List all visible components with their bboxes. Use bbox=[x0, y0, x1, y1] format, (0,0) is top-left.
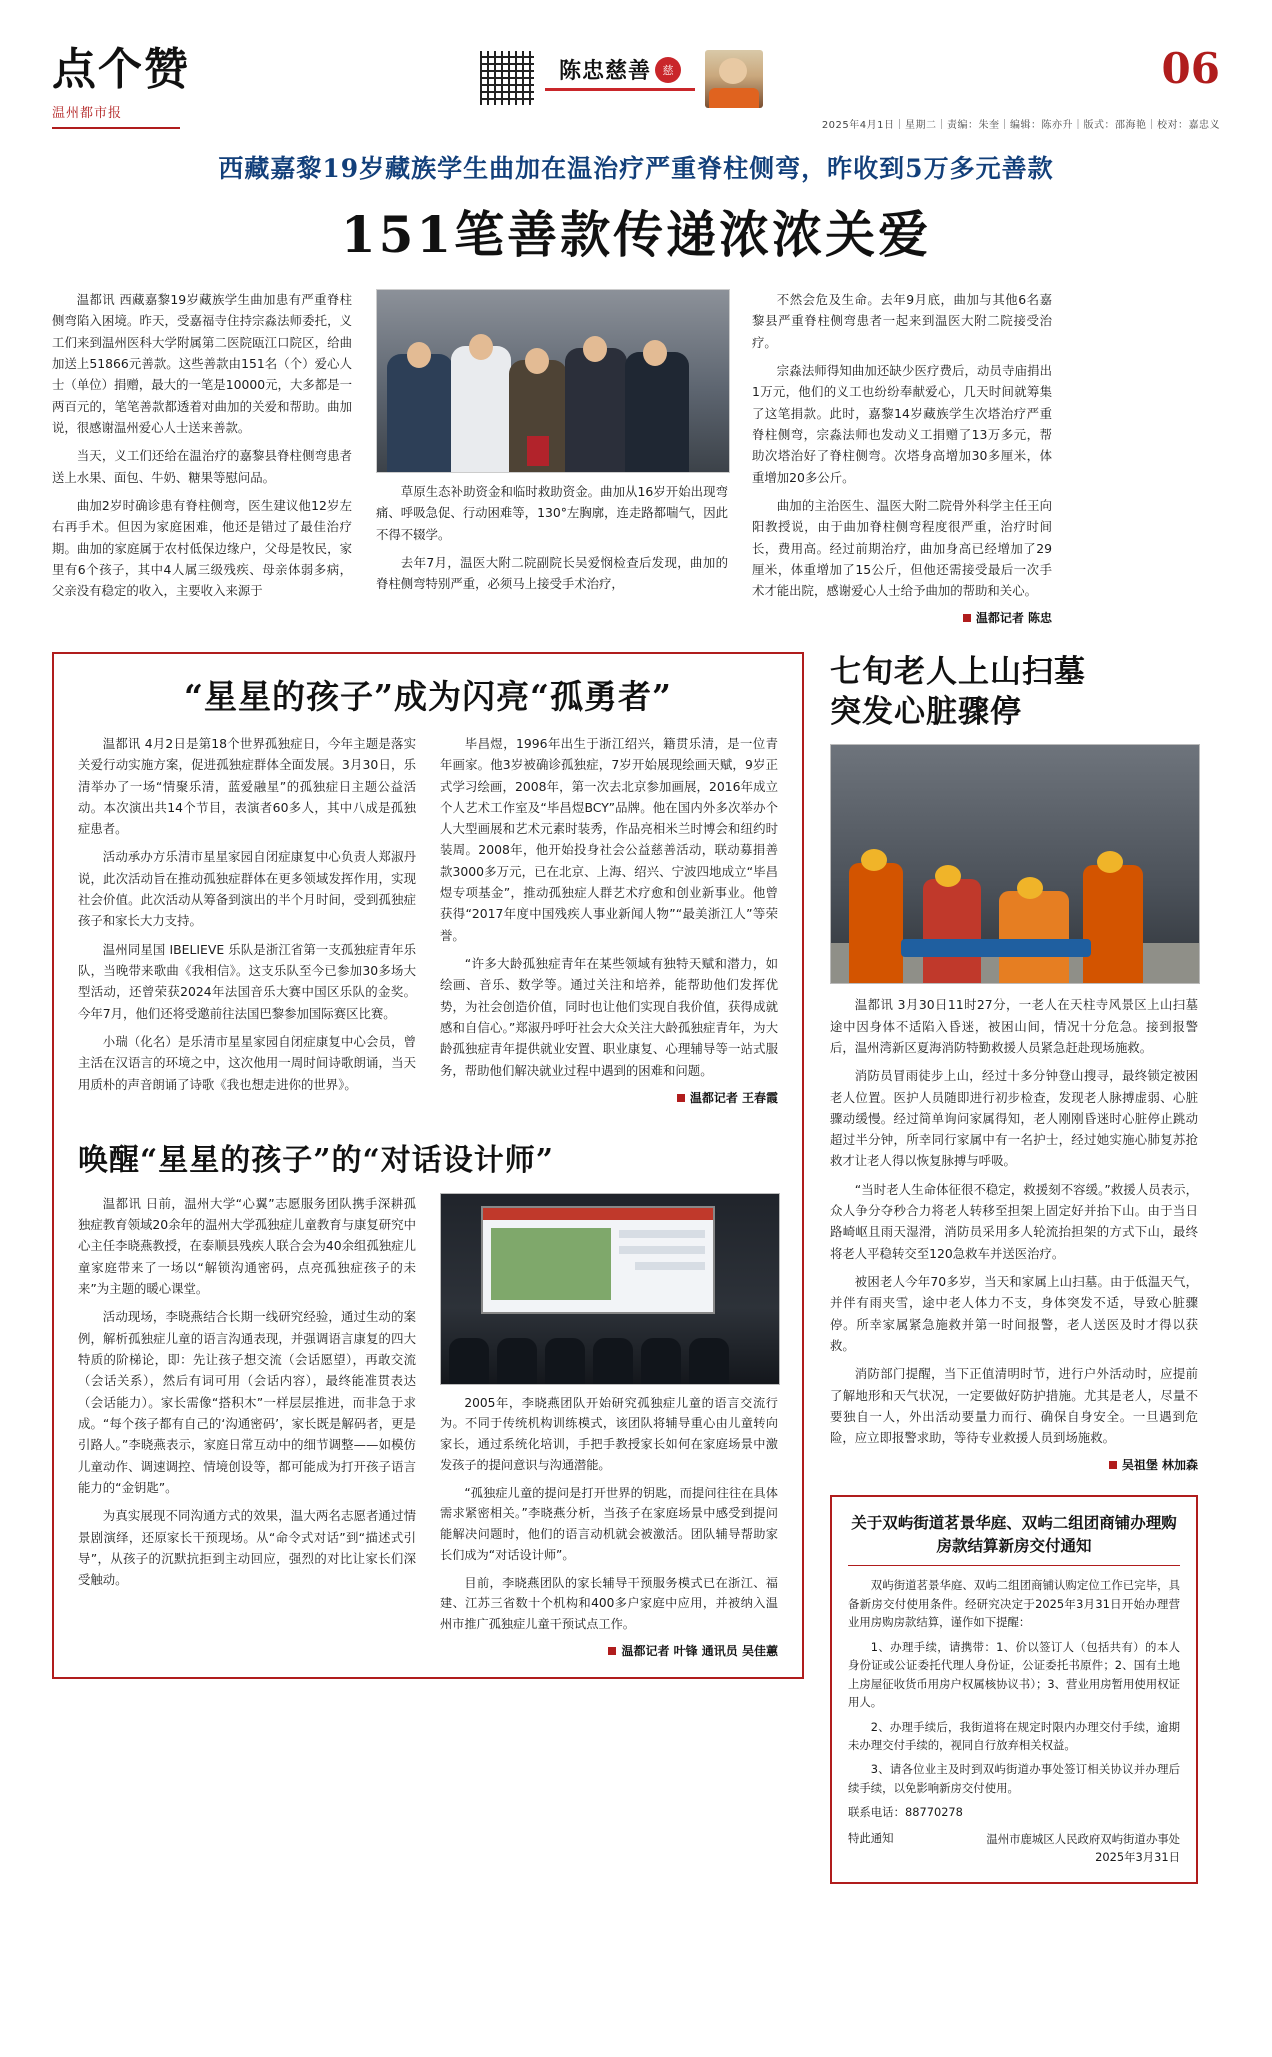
byline bbox=[830, 1456, 1198, 1473]
paragraph: 温都讯 日前，温州大学“心翼”志愿服务团队携手深耕孤独症教育领域20余年的温州大学孤独症儿童教育与康复研究中心主任李晓燕教授，在泰顺县残疾人联合会为40余组孤独症儿童家庭带来了一场以“解锁沟通密码，点亮孤独症孩子的未来”为主题的暖心课堂。 bbox=[78, 1195, 416, 1297]
page-number: 06 bbox=[1161, 44, 1220, 93]
autism-feature-box bbox=[52, 652, 804, 1679]
paragraph: 宗淼法师得知曲加还缺少医疗费后，动员寺庙捐出1万元，他们的义工也纷纷奉献爱心，几天时间就筹集了这笔捐款。此时，嘉黎14岁藏族学生次塔治疗严重脊柱侧弯，宗淼法师也发动义工捐赠了13万多元，帮助次塔治好了脊柱侧弯。次塔身高增加30多厘米，体重增加20多公斤。 bbox=[752, 362, 1052, 485]
column-logo-rule bbox=[545, 88, 695, 91]
dialogue-story-title: 唤醒“星星的孩子”的“对话设计师” bbox=[78, 1142, 555, 1178]
projection-screen bbox=[481, 1206, 715, 1314]
issue-metadata: 2025年4月1日｜星期二｜责编：朱奎｜编辑：陈亦升｜版式：邵海艳｜校对：嘉忠义 bbox=[821, 120, 1220, 131]
notice-issuer-name: 温州市鹿城区人民政府双屿街道办事处 bbox=[986, 1831, 1180, 1846]
paragraph: 温都讯 4月2日是第18个世界孤独症日，今年主题是落实关爱行动实施方案，促进孤独症群体全面发展。3月30日，乐清举办了一场“情聚乐清，蓝爱融星”的孤独症日主题公益活动。本次演出共14个节目，表演者60多人，其中八成是孤独症患者。 bbox=[78, 735, 416, 837]
paragraph: 2005年，李晓燕团队开始研究孤独症儿童的语言交流行为。不同于传统机构训练模式，该团队将辅导重心由儿童转向家长，通过系统化培训，手把手教授家长如何在家庭场景中激发孩子的提问意识与沟通潜能。 bbox=[440, 1395, 778, 1472]
right-column bbox=[830, 652, 1198, 1885]
paragraph: 曲加的主治医生、温医大附二院骨外科学主任王向阳教授说，由于曲加脊柱侧弯程度很严重，治疗时间长，费用高。经过前期治疗，曲加身高已经增加了29厘米，体重增加了15公斤，但他还需接受最后一次手术才能出院，感谢爱心人士给予曲加的帮助和关心。 bbox=[752, 497, 1052, 599]
paragraph: 当天，义工们还给在温治疗的嘉黎县脊柱侧弯患者送上水果、面包、牛奶、糖果等慰问品。 bbox=[52, 448, 352, 485]
byline bbox=[440, 1642, 778, 1659]
dialogue-story-caption bbox=[440, 1393, 778, 1635]
autism-story-columns bbox=[78, 733, 778, 1109]
paragraph: 消防部门提醒，当下正值清明时节，进行户外活动时，应提前了解地形和天气状况，一定要做好防护措施。尤其是老人，尽量不要独自一人，外出活动要量力而行、确保自身安全。一旦遇到危险，应立即报警求助，等待专业救援人员到场施救。 bbox=[830, 1366, 1198, 1446]
brand-subtitle: 温州都市报 bbox=[52, 106, 123, 121]
host-portrait-photo bbox=[705, 50, 763, 108]
rescue-story-title-line2: 突发心脏骤停 bbox=[830, 693, 1022, 730]
notice-title: 关于双屿街道茗景华庭、双屿二组团商铺办理购房款结算新房交付通知 bbox=[848, 1511, 1180, 1567]
column-logo-label: 陈忠慈善 bbox=[558, 58, 651, 84]
lead-shoulder: 西藏嘉黎19岁藏族学生曲加在温治疗严重脊柱侧弯，昨收到5万多元善款 bbox=[218, 154, 1054, 183]
public-notice-box bbox=[830, 1495, 1198, 1885]
qr-code-icon[interactable] bbox=[479, 50, 535, 106]
paragraph: 温州同星国 IBELIEVE 乐队是浙江省第一支孤独症青年乐队，当晚带来歌曲《我相信》。这支乐队至今已参加30多场大型活动，还曾荣获2024年法国音乐大赛中国区乐队的金奖。今年7月，他们还将受邀前往法国巴黎参加国际赛区比赛。 bbox=[78, 941, 416, 1021]
notice-note: 特此通知 bbox=[848, 1830, 894, 1845]
brand-rule bbox=[52, 127, 180, 129]
dialogue-story-column-right bbox=[440, 1193, 778, 1659]
paragraph: 活动承办方乐清市星星家园自闭症康复中心负责人郑淑丹说，此次活动旨在推动孤独症群体在更多领域发挥作用，实现社会价值。此次活动从筹备到演出的半个月时间，受到孤独症孩子和家长大力支持。 bbox=[78, 849, 416, 929]
notice-body bbox=[848, 1576, 1180, 1797]
top-story-column-1 bbox=[52, 289, 352, 626]
autism-story-column-right bbox=[440, 733, 778, 1109]
donation-ceremony-photo bbox=[376, 289, 730, 473]
top-story bbox=[0, 267, 1272, 626]
paragraph: “许多大龄孤独症青年在某些领域有独特天赋和潜力，如绘画、音乐、数学等。通过关注和培养，能帮助他们发挥优势，为社会创造价值，同时也让他们实现自我价值，获得成就感和自信心。”郑淑丹呼吁社会大众关注大龄孤独症青年，为大龄孤独症青年提供就业安置、职业康复、心理辅导等一站式服务，帮助他们解决就业过程中遇到的困难和问题。 bbox=[440, 956, 778, 1078]
notice-contact bbox=[848, 1803, 1180, 1821]
paragraph: 双屿街道茗景华庭、双屿二组团商铺认购定位工作已完毕，具备新房交付使用条件。经研究决定于2025年3月31日开始办理营业用房购房款结算，谨作如下提醒： bbox=[848, 1578, 1180, 1630]
notice-footer bbox=[848, 1830, 1180, 1867]
paragraph: 温都讯 西藏嘉黎19岁藏族学生曲加患有严重脊柱侧弯陷入困境。昨天，受嘉福寺住持宗淼法师委托，义工们来到温州医科大学附属第二医院瓯江口院区，给曲加送上51866元善款。这些善款由151名（个）爱心人士（单位）捐赠，最大的一笔是10000元，大多都是一两百元的，笔笔善款都透着对曲加的关爱和帮助。曲加说，很感谢温州爱心人士送来善款。 bbox=[52, 292, 352, 435]
byline bbox=[752, 609, 1052, 626]
charity-badge-icon: 慈 bbox=[655, 57, 681, 83]
rescue-story-title-line1: 七旬老人上山扫墓 bbox=[830, 653, 1086, 690]
paragraph: 消防员冒雨徒步上山，经过十多分钟登山搜寻，最终锁定被困老人位置。医护人员随即进行初步检查，发现老人脉搏虚弱、心脏骤动缓慢。经过简单询问家属得知，老人刚刚昏迷时心脏停止跳动超过半分钟，所幸同行家属中有一名护士，经过她实施心肺复苏抢救才让老人得以恢复脉搏与呼吸。 bbox=[830, 1068, 1198, 1169]
notice-issuer bbox=[986, 1830, 1180, 1867]
paragraph: 去年7月，温医大附二院副院长吴爱悯检查后发现，曲加的脊柱侧弯特别严重，必须马上接受手术治疗， bbox=[376, 554, 728, 592]
byline bbox=[440, 1088, 778, 1109]
byline-text: 吴祖堡 林加森 bbox=[1121, 1457, 1198, 1472]
brand bbox=[52, 44, 352, 129]
masthead-right bbox=[800, 44, 1220, 131]
byline-text: 温都记者 王春霞 bbox=[689, 1091, 778, 1106]
byline-text: 温都记者 陈忠 bbox=[975, 610, 1052, 625]
autism-story-column-left bbox=[78, 733, 416, 1109]
paragraph: 草原生态补助资金和临时救助资金。曲加从16岁开始出现弯痛、呼吸急促、行动困难等，130°左胸廓，连走路都喘气，因此不得不辍学。 bbox=[376, 484, 729, 542]
top-story-caption bbox=[376, 481, 728, 595]
lead-headline-block bbox=[0, 131, 1272, 267]
paragraph: 为真实展现不同沟通方式的效果，温大两名志愿者通过情景剧演绎，还原家长干预现场。从“命令式对话”到“描述式引导”，从孩子的沉默抗拒到主动回应，强烈的对比让家长们深受触动。 bbox=[78, 1508, 416, 1588]
paragraph: 活动现场，李晓燕结合长期一线研究经验，通过生动的案例，解析孤独症儿童的语言沟通表现，并强调语言康复的四大特质的阶梯论，即：先让孩子想交流（会话愿望），再敢交流（会话关系），然后有词可用（会话内容），最终能准贯表达（会话能力）。家长需像“搭积木”一样层层推进，而非急于求成。“每个孩子都有自己的‘沟通密码’，家长既是解码者，更是引路人。”李晓燕表示，家庭日常互动中的细节调整——如模仿儿童动作、调速调控、情境创设等，都可能成为打开孩子语言能力的“金钥匙”。 bbox=[78, 1309, 416, 1495]
audience bbox=[441, 1322, 779, 1384]
paragraph: 目前，李晓燕团队的家长辅导干预服务模式已在浙江、福建、江苏三省数十个机构和400多户家庭中应用，并被纳入温州市推广孤独症儿童干预试点工作。 bbox=[440, 1575, 778, 1632]
masthead bbox=[0, 0, 1272, 131]
autism-story-title: “星星的孩子”成为闪亮“孤勇者” bbox=[184, 676, 672, 716]
top-story-column-2 bbox=[376, 289, 728, 626]
rescue-story-body bbox=[830, 994, 1198, 1449]
byline-text: 温都记者 叶锋 通讯员 吴佳蕙 bbox=[621, 1643, 778, 1658]
column-logo bbox=[545, 50, 695, 91]
paragraph: 毕昌煜，1996年出生于浙江绍兴，籍贯乐清，是一位青年画家。他3岁被确诊孤独症，7岁开始展现绘画天赋，9岁正式学习绘画，2008年，第一次去北京参加画展，2016年成立个人艺术工作室及“毕昌煜BCY”品牌。他在国内外多次举办个人大型画展和艺术元素时装秀，作品亮相米兰时博会和纽约时装周。2008年，他开始投身社会公益慈善活动，联动募捐善款3000多万元，已在北京、上海、绍兴、宁波四地成立“毕昌煜专项基金”，推动孤独症人群艺术疗愈和创业新事业。他曾获得“2017年度中国残疾人事业新闻人物”“最美浙江人”等荣誉。 bbox=[440, 735, 778, 943]
notice-phone: 联系电话：88770278 bbox=[848, 1805, 963, 1820]
paragraph: “当时老人生命体征很不稳定，救援刻不容缓。”救援人员表示，众人争分夺秒合力将老人转移至担架上固定好并抬下山。由于当日路崎岖且雨天湿滑，消防员采用多人轮流抬担架的方式下山，最终将老人平稳转交至120急救车并送医治疗。 bbox=[830, 1181, 1198, 1261]
paragraph: 1、办理手续，请携带：1、价以签订人（包括共有）的本人身份证或公证委托代理人身份证，公证委托书原件；2、国有土地上房屋征收货币用房户权属核协议书）；3、营业用房暂用使用权证用人。 bbox=[848, 1639, 1180, 1710]
lecture-classroom-photo bbox=[440, 1193, 780, 1385]
dialogue-story-column-left bbox=[78, 1193, 416, 1659]
paragraph: 被困老人今年70多岁，当天和家属上山扫墓。由于低温天气，并伴有雨夹雪，途中老人体力不支，身体突发不适，导致心脏骤停。所幸家属紧急施救并第一时间报警，老人送医及时才得以获救。 bbox=[830, 1274, 1198, 1354]
rescue-story-title bbox=[830, 652, 1198, 733]
mountain-rescue-photo bbox=[830, 744, 1200, 984]
brand-title: 点个赞 bbox=[52, 44, 190, 95]
paragraph: 3、请各位业主及时到双屿街道办事处签订相关协议并办理后续手续，以免影响新房交付使用。 bbox=[848, 1762, 1180, 1795]
top-story-column-3 bbox=[752, 289, 1052, 626]
paragraph: 小瑞（化名）是乐清市星星家园自闭症康复中心会员，曾主活在汉语言的环境之中，这次他用一周时间诗歌朗诵，当天用质朴的声音朗诵了诗歌《我也想走进你的世界》。 bbox=[78, 1034, 416, 1092]
column-branding bbox=[479, 50, 763, 108]
paragraph: 曲加2岁时确诊患有脊柱侧弯，医生建议他12岁左右再手术。但因为家庭困难，他还是错过了最佳治疗期。曲加的家庭属于农村低保边缘户，父母是牧民，家里有6个孩子，其中4人属三级残疾、母亲体弱多病，父亲没有稳定的收入，主要收入来源于 bbox=[52, 497, 352, 599]
dialogue-story-columns bbox=[78, 1193, 778, 1659]
notice-issuer-date: 2025年3月31日 bbox=[1095, 1850, 1180, 1865]
paragraph: 2、办理手续后，我街道将在规定时限内办理交付手续，逾期未办理交付手续的，视同自行放弃相关权益。 bbox=[848, 1719, 1180, 1752]
paragraph: 不然会危及生命。去年9月底，曲加与其他6名嘉黎县严重脊柱侧弯患者一起来到温医大附二院接受治疗。 bbox=[752, 292, 1052, 350]
lead-title: 151笔善款传递浓浓关爱 bbox=[340, 205, 932, 264]
middle-section bbox=[0, 626, 1272, 1885]
paragraph: 温都讯 3月30日11时27分，一老人在天柱寺风景区上山扫墓途中因身体不适陷入昏迷，被困山间，情况十分危急。接到报警后，温州湾新区夏海消防特勤救援人员紧急赶赴现场施救。 bbox=[830, 997, 1198, 1055]
paragraph: “孤独症儿童的提问是打开世界的钥匙，而提问往往在具体需求紧密相关。”李晓燕分析，当孩子在家庭场景中感受到提问能解决问题时，他们的语言动机就会被激活。团队辅导帮助家长们成为“对话设计师”。 bbox=[440, 1485, 778, 1562]
